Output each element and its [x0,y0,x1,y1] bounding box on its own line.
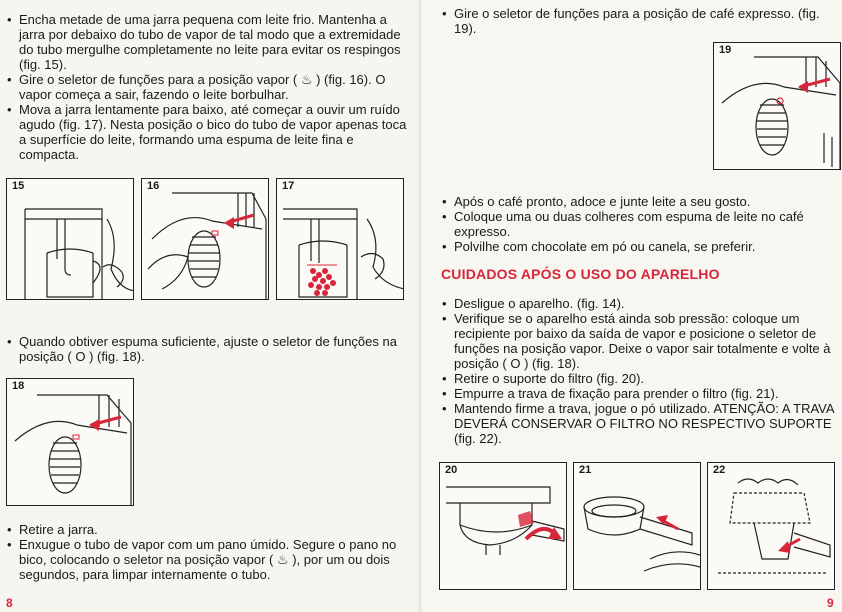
page-number-right: 9 [827,596,834,610]
figure-16-number: 16 [147,180,160,192]
figure-21 [573,462,701,590]
instruction-fill-jug: • Encha metade de uma jarra pequena com leite frio. Mantenha a jarra por debaixo do tubo de vapor de tal modo que a extremidade do tubo mergulhe completamente no leite para evitar os respingos (fig. 15). [6,12,410,72]
instruction-remove-jug: • Retire a jarra. [6,522,410,537]
intro-list [6,12,410,162]
figure-22-number: 22 [713,464,726,476]
instruction-push-latch: • Empurre a trava de fixação para prender o filtro (fig. 21). [441,386,835,401]
instruction-remove-filter-holder: • Retire o suporte do filtro (fig. 20). [441,371,835,386]
discard-grounds-illustration [708,463,835,590]
selector-dial-espresso-illustration [714,43,841,170]
figure-18-number: 18 [12,380,25,392]
espresso-list [441,6,833,36]
instruction-wipe-wand: • Enxugue o tubo de vapor com um pano úmido. Segure o pano no bico, colocando o seletor na posição vapor ( ♨ ), por um ou dois segundos, para limpar internamente o tubo. [6,537,410,582]
filter-holder-removal-illustration [440,463,567,590]
figure-15-number: 15 [12,180,25,192]
care-list [441,296,835,446]
section-heading-care: CUIDADOS APÓS O USO DO APARELHO [441,266,720,282]
selector-dial-steam-illustration [142,179,269,300]
instruction-set-selector-off: • Quando obtiver espuma suficiente, ajuste o seletor de funções na posição ( O ) (fig. 18). [6,334,410,364]
figure-19-number: 19 [719,44,732,56]
instruction-espresso-position: • Gire o seletor de funções para a posição de café expresso. (fig. 19). [441,6,833,36]
instruction-discard-grounds: • Mantendo firme a trava, jogue o pó utilizado. ATENÇÃO: A TRAVA DEVERÁ CONSERVAR O FILTRO NO RESPECTIVO SUPORTE (fig. 22). [441,401,835,446]
instruction-check-pressure: • Verifique se o aparelho está ainda sob pressão: coloque um recipiente por baixo da saída de vapor e posicione o seletor de funções na posição vapor. Deixe o vapor sair totalmente e volte à posição ( O ) (fig. 18). [441,311,835,371]
figure-20-number: 20 [445,464,458,476]
instruction-switch-off: • Desligue o aparelho. (fig. 14). [441,296,835,311]
figure-17-number: 17 [282,180,295,192]
figure-20 [439,462,567,590]
filter-latch-push-illustration [574,463,701,590]
figure-16 [141,178,269,300]
page-number-left: 8 [6,596,13,610]
closing-list [6,522,410,582]
figure-22 [707,462,835,590]
foam-list [6,334,410,364]
serving-list [441,194,833,254]
instruction-sprinkle: • Polvilhe com chocolate em pó ou canela, se preferir. [441,239,833,254]
selector-dial-off-illustration [7,379,134,506]
figure-21-number: 21 [579,464,592,476]
figure-17 [276,178,404,300]
steam-wand-jug-illustration [7,179,134,300]
jug-lowering-illustration [277,179,404,300]
instruction-add-foam: • Coloque uma ou duas colheres com espuma de leite no café expresso. [441,209,833,239]
instruction-steam-position: • Gire o seletor de funções para a posição vapor ( ♨ ) (fig. 16). O vapor começa a sair, fazendo o leite borbulhar. [6,72,410,102]
instruction-move-jug: • Mova a jarra lentamente para baixo, até começar a ouvir um ruído agudo (fig. 17). Nesta posição o bico do tubo de vapor apenas toca a superfície do leite, formando uma espuma de leite fina e compacta. [6,102,410,162]
instruction-sweeten: • Após o café pronto, adoce e junte leite a seu gosto. [441,194,833,209]
figure-15 [6,178,134,300]
right-page [421,0,842,612]
figure-18 [6,378,134,506]
figure-19 [713,42,841,170]
